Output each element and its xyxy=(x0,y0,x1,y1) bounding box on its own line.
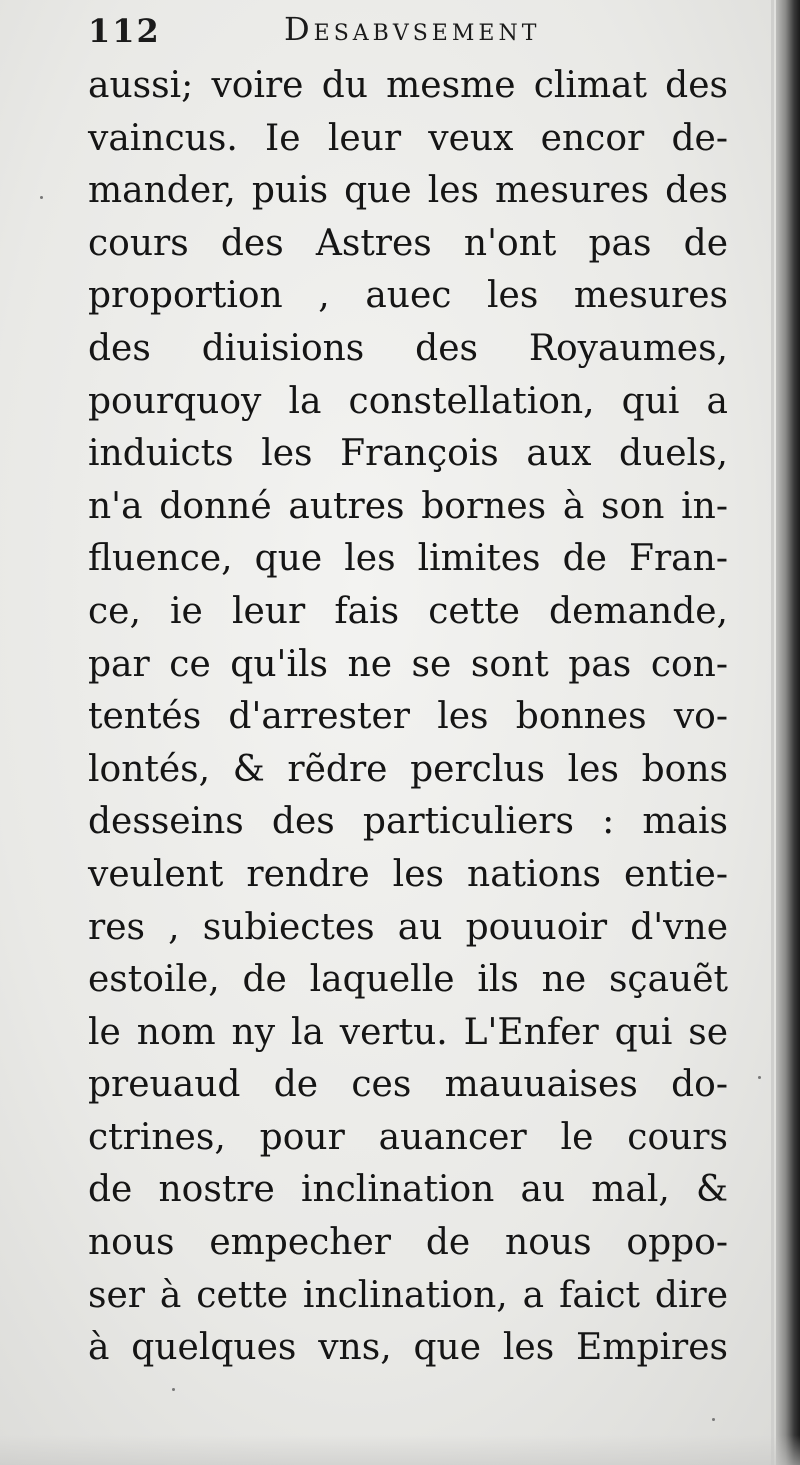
text-line: le nom ny la vertu. L'Enfer qui se xyxy=(88,1011,728,1053)
page-number: 112 xyxy=(88,12,161,50)
text-line: nous empecher de nous oppo- xyxy=(88,1222,728,1264)
paper-speck xyxy=(40,196,43,199)
text-line: ctrines, pour auancer le cours xyxy=(88,1116,728,1158)
text-line: lontés, & rẽdre perclus les bons xyxy=(88,748,728,790)
text-line: proportion , auec les mesures xyxy=(88,275,728,317)
text-line: de nostre inclination au mal, & xyxy=(88,1169,728,1211)
text-line: vaincus. Ie leur veux encor de- xyxy=(88,117,728,159)
text-line: par ce qu'ils ne se sont pas con- xyxy=(88,643,728,685)
text-line: tentés d'arrester les bonnes vo- xyxy=(88,696,728,738)
page-gutter-line xyxy=(771,0,774,1465)
text-line: cours des Astres n'ont pas de xyxy=(88,222,728,264)
text-line: mander, puis que les mesures des xyxy=(88,170,728,212)
text-line: preuaud de ces mauuaises do- xyxy=(88,1064,728,1106)
binding-edge xyxy=(776,0,800,1465)
text-line: ser à cette inclination, a faict dire xyxy=(88,1274,728,1316)
text-line: pourquoy la constellation, qui a xyxy=(88,380,728,422)
text-line: desseins des particuliers : mais xyxy=(88,801,728,843)
page-bottom-shadow xyxy=(0,1435,800,1465)
text-line: induicts les François aux duels, xyxy=(88,433,728,475)
text-line: n'a donné autres bornes à son in- xyxy=(88,485,728,527)
text-line: veulent rendre les nations entie- xyxy=(88,853,728,895)
text-line: des diuisions des Royaumes, xyxy=(88,327,728,369)
body-text xyxy=(88,60,728,1375)
paper-speck xyxy=(758,1076,761,1079)
paper-speck xyxy=(172,1388,175,1391)
text-line: aussi; voire du mesme climat des xyxy=(88,65,728,106)
running-head: Desabvsement xyxy=(284,10,541,48)
text-line: res , subiectes au pouuoir d'vne xyxy=(88,906,728,948)
text-line: à quelques vns, que les Empires xyxy=(88,1327,728,1369)
text-line: fluence, que les limites de Fran- xyxy=(88,538,728,580)
paper-speck xyxy=(712,1418,715,1421)
text-line: estoile, de laquelle ils ne sçauẽt xyxy=(88,959,728,1001)
text-line: ce, ie leur fais cette demande, xyxy=(88,590,728,632)
page-header xyxy=(88,6,728,50)
